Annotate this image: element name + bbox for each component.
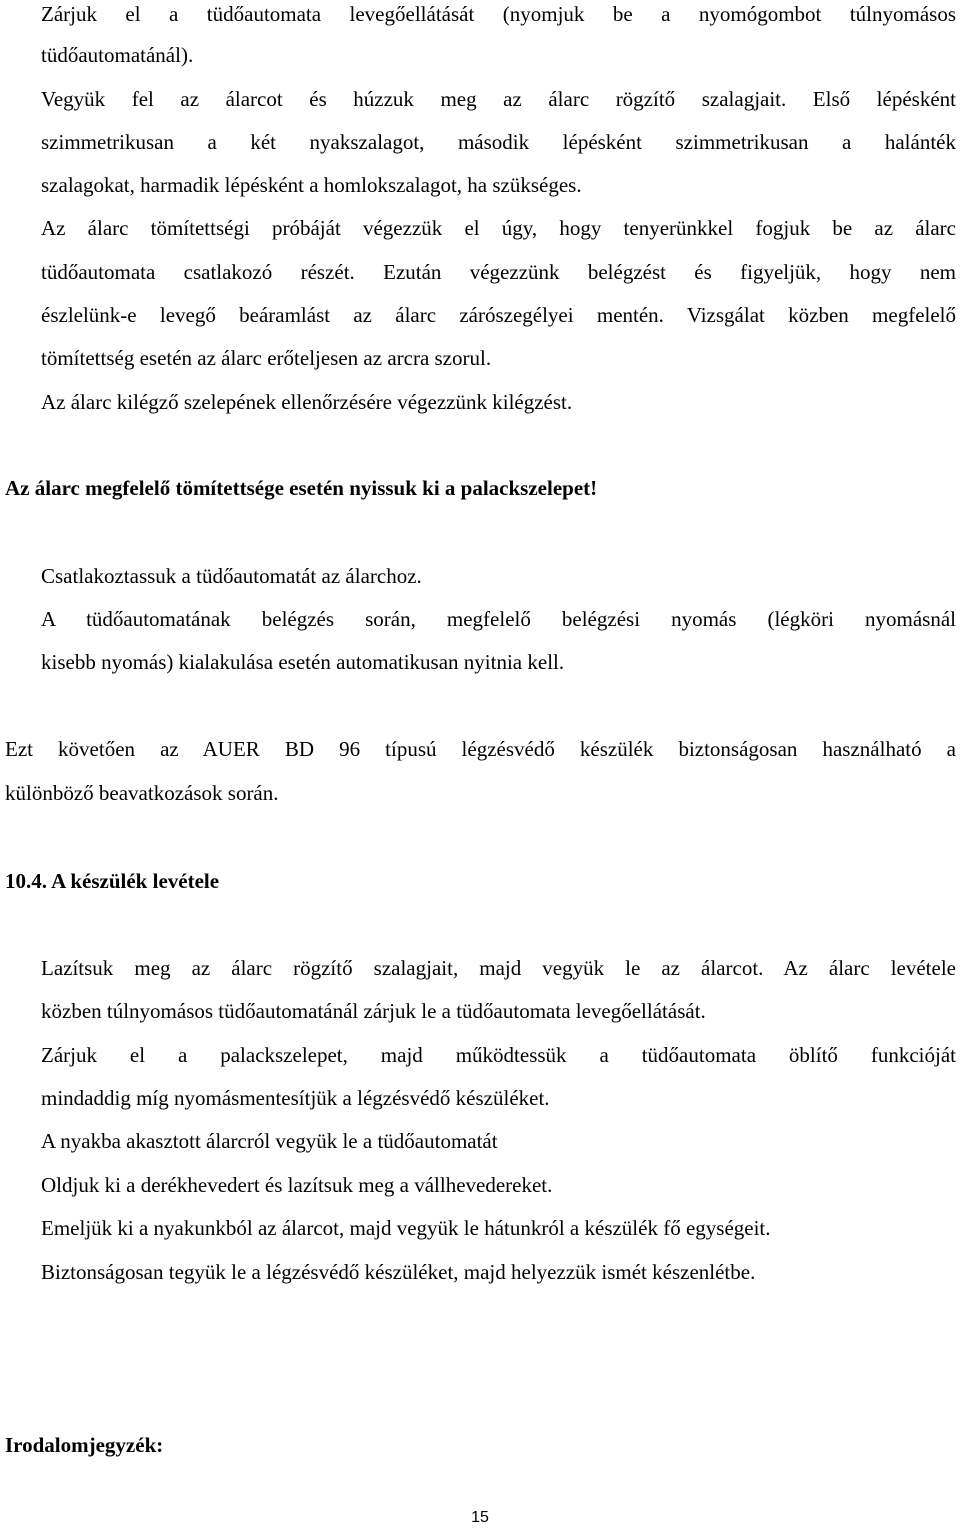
paragraph-line: Zárjuk el a palackszelepet, majd működtessük a tüdőautomata öblítő funkcióját	[41, 1043, 956, 1067]
page-number: 15	[471, 1509, 489, 1526]
paragraph-line: szalagokat, harmadik lépésként a homlokszalagot, ha szükséges.	[41, 173, 582, 197]
paragraph-line: A tüdőautomatának belégzés során, megfelelő belégzési nyomás (légköri nyomásnál	[41, 607, 956, 631]
paragraph-line: mindaddig míg nyomásmentesítjük a légzésvédő készüléket.	[41, 1086, 550, 1110]
paragraph-line: Az álarc tömítettségi próbáját végezzük el úgy, hogy tenyerünkkel fogjuk be az álarc	[41, 216, 956, 240]
paragraph-line: kisebb nyomás) kialakulása esetén automatikusan nyitnia kell.	[41, 650, 565, 674]
paragraph-line: közben túlnyomásos tüdőautomatánál zárjuk le a tüdőautomata levegőellátását.	[41, 999, 706, 1023]
references-heading: Irodalomjegyzék:	[5, 1433, 164, 1457]
paragraph-line: tüdőautomata csatlakozó részét. Ezután végezzünk belégzést és figyeljük, hogy nem	[41, 260, 956, 284]
paragraph-line: Biztonságosan tegyük le a légzésvédő készüléket, majd helyezzük ismét készenlétbe.	[41, 1260, 756, 1284]
paragraph-line: észlelünk-e levegő beáramlást az álarc zárószegélyei mentén. Vizsgálat közben megfelelő	[41, 303, 956, 327]
paragraph-line: Emeljük ki a nyakunkból az álarcot, majd vegyük le hátunkról a készülék fő egységeit.	[41, 1216, 771, 1240]
section-heading: 10.4. A készülék levétele	[5, 869, 220, 893]
paragraph-line: Lazítsuk meg az álarc rögzítő szalagjait, majd vegyük le az álarcot. Az álarc levétele	[41, 956, 956, 980]
paragraph-line: Zárjuk el a tüdőautomata levegőellátását (nyomjuk be a nyomógombot túlnyomásos	[41, 2, 956, 26]
paragraph-line: tömítettség esetén az álarc erőteljesen az arcra szorul.	[41, 346, 492, 370]
paragraph-line: tüdőautomatánál).	[41, 43, 194, 67]
paragraph-line: Csatlakoztassuk a tüdőautomatát az álarchoz.	[41, 564, 422, 588]
paragraph-line: szimmetrikusan a két nyakszalagot, második lépésként szimmetrikusan a halánték	[41, 130, 956, 154]
paragraph-line: Oldjuk ki a derékhevedert és lazítsuk meg a vállhevedereket.	[41, 1173, 553, 1197]
paragraph-line: Az álarc kilégző szelepének ellenőrzésére végezzünk kilégzést.	[41, 390, 573, 414]
paragraph-line: különböző beavatkozások során.	[5, 781, 279, 805]
paragraph-line: A nyakba akasztott álarcról vegyük le a tüdőautomatát	[41, 1129, 498, 1153]
bold-warning: Az álarc megfelelő tömítettsége esetén nyissuk ki a palackszelepet!	[5, 476, 598, 500]
paragraph-line: Vegyük fel az álarcot és húzzuk meg az álarc rögzítő szalagjait. Első lépésként	[41, 87, 956, 111]
paragraph-line: Ezt követően az AUER BD 96 típusú légzésvédő készülék biztonságosan használható a	[5, 737, 956, 761]
